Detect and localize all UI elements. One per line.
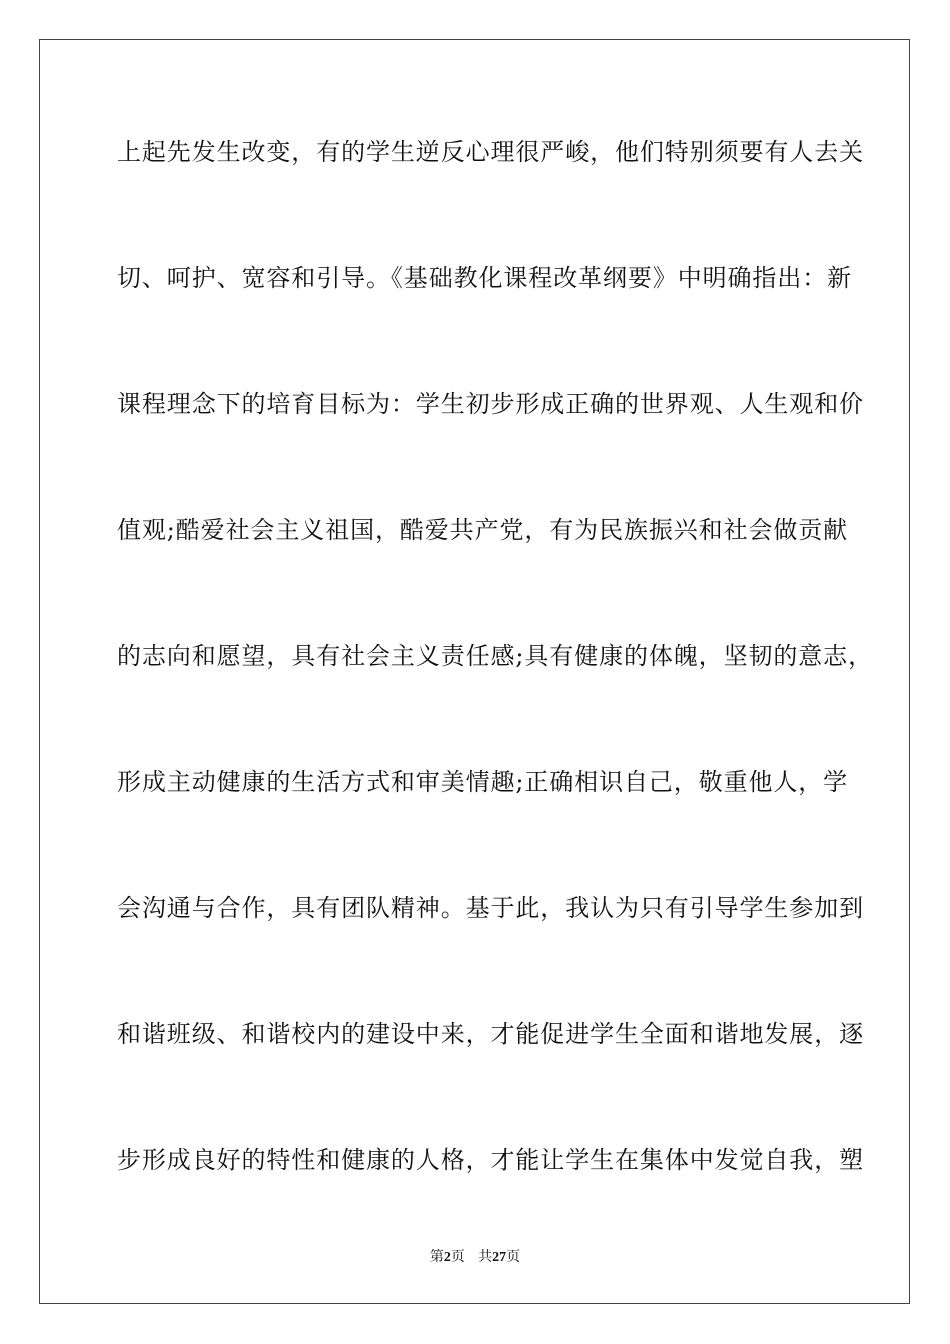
document-body bbox=[117, 126, 873, 1260]
footer-total-unit: 页 bbox=[506, 1249, 521, 1265]
current-page-number: 2 bbox=[443, 1250, 451, 1265]
total-page-count: 27 bbox=[492, 1250, 507, 1265]
text-line: 和谐班级、和谐校内的建设中来，才能促进学生全面和谐地发展，逐 bbox=[117, 1020, 864, 1048]
text-line: 会沟通与合作，具有团队精神。基于此，我认为只有引导学生参加到 bbox=[117, 894, 864, 922]
text-line: 切、呵护、宽容和引导。《基础教化课程改革纲要》中明确指出：新 bbox=[117, 264, 852, 292]
page-footer bbox=[0, 1247, 950, 1268]
text-line: 上起先发生改变，有的学生逆反心理很严峻，他们特别须要有人去关 bbox=[117, 138, 864, 166]
footer-page-unit: 页 bbox=[450, 1249, 465, 1265]
text-line: 步形成良好的特性和健康的人格，才能让学生在集体中发觉自我，塑 bbox=[117, 1146, 864, 1174]
text-line: 形成主动健康的生活方式和审美情趣;正确相识自己，敬重他人，学 bbox=[117, 768, 849, 796]
footer-total-prefix: 共 bbox=[478, 1249, 493, 1265]
text-line: 课程理念下的培育目标为：学生初步形成正确的世界观、人生观和价 bbox=[117, 390, 864, 418]
footer-prefix: 第 bbox=[429, 1249, 444, 1265]
text-line: 的志向和愿望，具有社会主义责任感;具有健康的体魄，坚韧的意志， bbox=[117, 642, 873, 670]
text-line: 值观;酷爱社会主义祖国，酷爱共产党，有为民族振兴和社会做贡献 bbox=[117, 516, 849, 544]
